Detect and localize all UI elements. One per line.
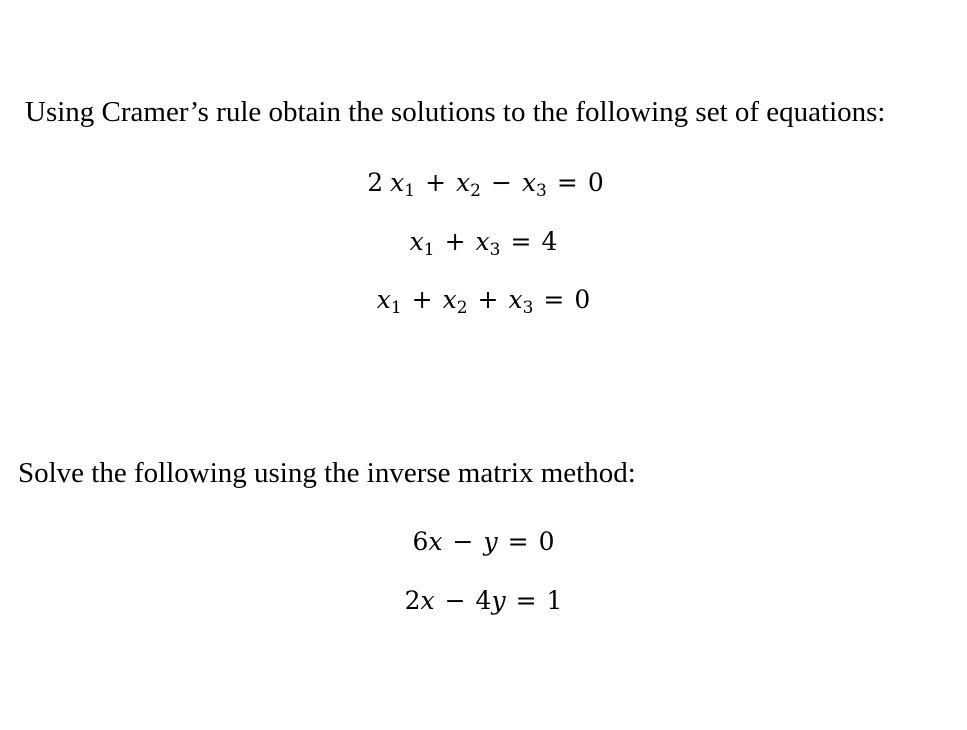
- subscript: 1: [390, 298, 402, 318]
- variable: x: [420, 586, 435, 615]
- coefficient: 6: [412, 527, 429, 556]
- variable: x: [409, 227, 424, 256]
- operator: −: [444, 586, 466, 615]
- operator: +: [477, 285, 499, 314]
- coefficient: 2: [367, 168, 384, 197]
- variable: x: [456, 168, 471, 197]
- rhs-value: 0: [574, 285, 591, 314]
- rhs-value: 0: [538, 527, 555, 556]
- variable: x: [390, 168, 405, 197]
- operator: −: [452, 527, 474, 556]
- rhs-value: 4: [541, 227, 558, 256]
- equals-sign: =: [510, 227, 532, 256]
- variable: y: [491, 586, 506, 615]
- equals-sign: =: [515, 586, 537, 615]
- subscript: 3: [522, 298, 534, 318]
- variable: x: [428, 527, 443, 556]
- problem-1-prompt: Using Cramer’s rule obtain the solutions to the following set of equations:: [25, 96, 886, 128]
- equation-2: [0, 227, 967, 260]
- subscript: 2: [456, 298, 468, 318]
- equals-sign: =: [543, 285, 565, 314]
- variable: x: [442, 285, 457, 314]
- variable: x: [376, 285, 391, 314]
- equation-5: [0, 588, 967, 613]
- coefficient: 4: [475, 586, 492, 615]
- coefficient: 2: [404, 586, 421, 615]
- variable: x: [508, 285, 523, 314]
- variable: y: [483, 527, 498, 556]
- operator: +: [411, 285, 433, 314]
- subscript: 1: [404, 181, 416, 201]
- variable: x: [475, 227, 490, 256]
- problem-2-prompt: Solve the following using the inverse matrix method:: [18, 457, 636, 489]
- equation-3: [0, 285, 967, 318]
- equation-4: [0, 529, 967, 554]
- operator: +: [444, 227, 466, 256]
- variable: x: [521, 168, 537, 197]
- subscript: 1: [423, 240, 435, 260]
- rhs-value: 0: [587, 168, 604, 197]
- operator: −: [490, 168, 512, 197]
- subscript: 3: [489, 240, 501, 260]
- equals-sign: =: [507, 527, 529, 556]
- subscript: 3: [536, 181, 547, 201]
- equation-1: [0, 168, 967, 201]
- rhs-value: 1: [546, 586, 563, 615]
- operator: +: [425, 168, 447, 197]
- subscript: 2: [470, 181, 481, 201]
- equals-sign: =: [556, 168, 578, 197]
